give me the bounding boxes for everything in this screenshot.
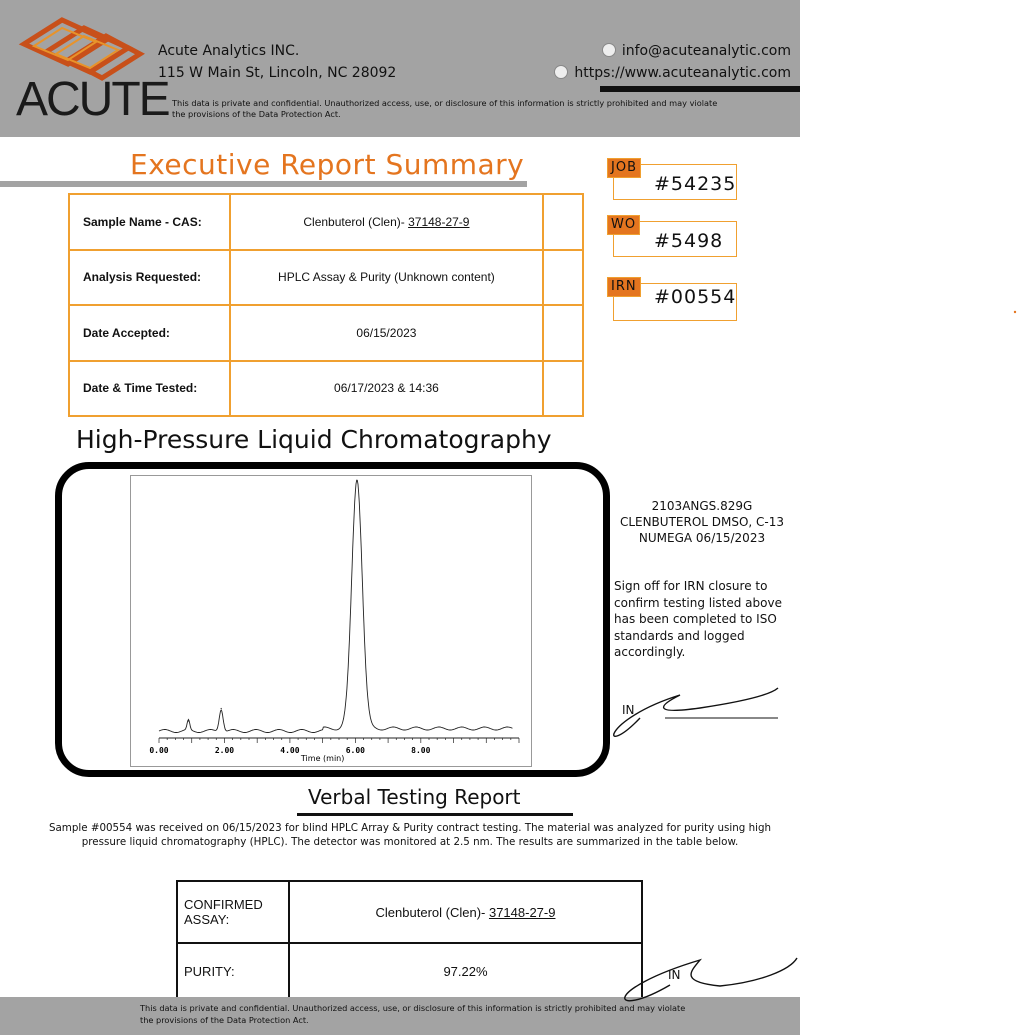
side-note-line: CLENBUTEROL DMSO, C-13 xyxy=(619,515,785,529)
sample-side-note xyxy=(608,498,796,546)
job-number: #54235 xyxy=(654,173,737,195)
peak-point xyxy=(221,708,222,709)
logo-wordmark: ACUTE xyxy=(16,73,169,126)
table-row xyxy=(69,250,583,306)
row-value: 06/15/2023 xyxy=(230,305,543,361)
x-tick-label: 2.00 xyxy=(214,746,235,755)
chromatogram-plot xyxy=(130,475,532,767)
empty-cell xyxy=(543,194,583,250)
signature-stroke xyxy=(625,958,797,1001)
website-link[interactable]: https://www.acuteanalytic.com xyxy=(574,65,791,81)
company-block xyxy=(158,40,396,84)
table-row xyxy=(69,361,583,417)
cas-link[interactable]: 37148-27-9 xyxy=(488,904,556,920)
empty-cell xyxy=(543,361,583,417)
row-label: PURITY: xyxy=(177,943,289,1000)
peak-point xyxy=(188,720,189,721)
sample-info-table xyxy=(68,193,584,417)
empty-cell xyxy=(543,305,583,361)
empty-cell xyxy=(543,250,583,306)
row-label: Analysis Requested: xyxy=(69,250,230,306)
row-label: Sample Name - CAS: xyxy=(69,194,230,250)
company-address: 115 W Main St, Lincoln, NC 28092 xyxy=(158,65,397,81)
chromatogram-trace xyxy=(159,480,513,732)
row-label: Date & Time Tested: xyxy=(69,361,230,417)
verbal-title: Verbal Testing Report xyxy=(308,785,521,809)
company-name: Acute Analytics INC. xyxy=(158,43,300,59)
x-tick-label: 6.00 xyxy=(345,746,365,755)
sign-off-note: Sign off for IRN closure to confirm testing listed above has been completed to ISO standards and logged accordingly. xyxy=(614,579,782,659)
header-divider xyxy=(600,86,800,92)
x-tick-label: 4.00 xyxy=(280,746,300,755)
email-link[interactable]: info@acuteanalytic.com xyxy=(621,43,791,59)
irn-badge: IRN xyxy=(607,277,641,297)
row-label: Date Accepted: xyxy=(69,305,230,361)
hplc-title: High-Pressure Liquid Chromatography xyxy=(76,425,552,454)
table-row xyxy=(177,943,642,1000)
wo-badge: WO xyxy=(607,215,640,235)
footer-disclaimer: This data is private and confidential. Unauthorized access, use, or disclosure of this information is strictly prohibited and may violate the provisions of the Data Protection Act. xyxy=(140,1003,686,1025)
value-text: Clenbuterol (Clen)- xyxy=(375,904,489,920)
row-value xyxy=(289,881,642,943)
email-row[interactable] xyxy=(554,40,791,62)
x-tick-label: 0.00 xyxy=(149,746,169,755)
title-underline xyxy=(0,181,527,187)
contact-block xyxy=(554,40,791,84)
side-note-line: NUMEGA 06/15/2023 xyxy=(638,531,766,545)
wo-number: #5498 xyxy=(654,230,724,252)
side-note-line: 2103ANGS.829G xyxy=(651,499,753,513)
row-label: CONFIRMED ASSAY: xyxy=(177,881,289,943)
job-badge: JOB xyxy=(607,158,641,178)
wo-tag xyxy=(611,217,737,257)
x-tick-label: 8.00 xyxy=(411,746,431,755)
cas-link[interactable]: 37148-27-9 xyxy=(408,214,470,229)
initials-label: IN xyxy=(622,703,635,717)
x-axis-label: Time (min) xyxy=(300,754,345,763)
irn-number: #00554 xyxy=(654,286,737,308)
header-disclaimer: This data is private and confidential. Unauthorized access, use, or disclosure of this information is strictly prohibited and may violate the provisions of the Data Protection Act. xyxy=(172,98,718,119)
peak-point xyxy=(356,480,357,481)
chromatogram-svg xyxy=(131,476,531,766)
footer-initials-label: IN xyxy=(668,968,681,982)
report-title: Executive Report Summary xyxy=(130,148,525,181)
row-value xyxy=(230,194,543,250)
irn-tag xyxy=(611,279,737,321)
website-row[interactable] xyxy=(554,62,791,84)
mail-icon xyxy=(602,43,616,57)
signature-stroke xyxy=(614,688,778,736)
table-row xyxy=(69,305,583,361)
job-tag xyxy=(611,160,737,200)
side-note-text xyxy=(608,498,796,546)
stray-mark xyxy=(1014,311,1016,313)
row-value: 06/17/2023 & 14:36 xyxy=(230,361,543,417)
globe-icon xyxy=(554,65,568,79)
row-value: HPLC Assay & Purity (Unknown content) xyxy=(230,250,543,306)
row-value: 97.22% xyxy=(289,943,642,1000)
results-table xyxy=(176,880,643,1001)
table-row xyxy=(69,194,583,250)
verbal-underline xyxy=(297,813,573,816)
verbal-paragraph: Sample #00554 was received on 06/15/2023 for blind HPLC Array & Purity contract testing. The material was analyzed for purity using high pressure liquid chromatography (HPLC). The detector was monitored at 2.5 nm. The results are summarized in the table below. xyxy=(48,822,772,848)
table-row xyxy=(177,881,642,943)
value-text: Clenbuterol (Clen)- xyxy=(303,214,409,229)
